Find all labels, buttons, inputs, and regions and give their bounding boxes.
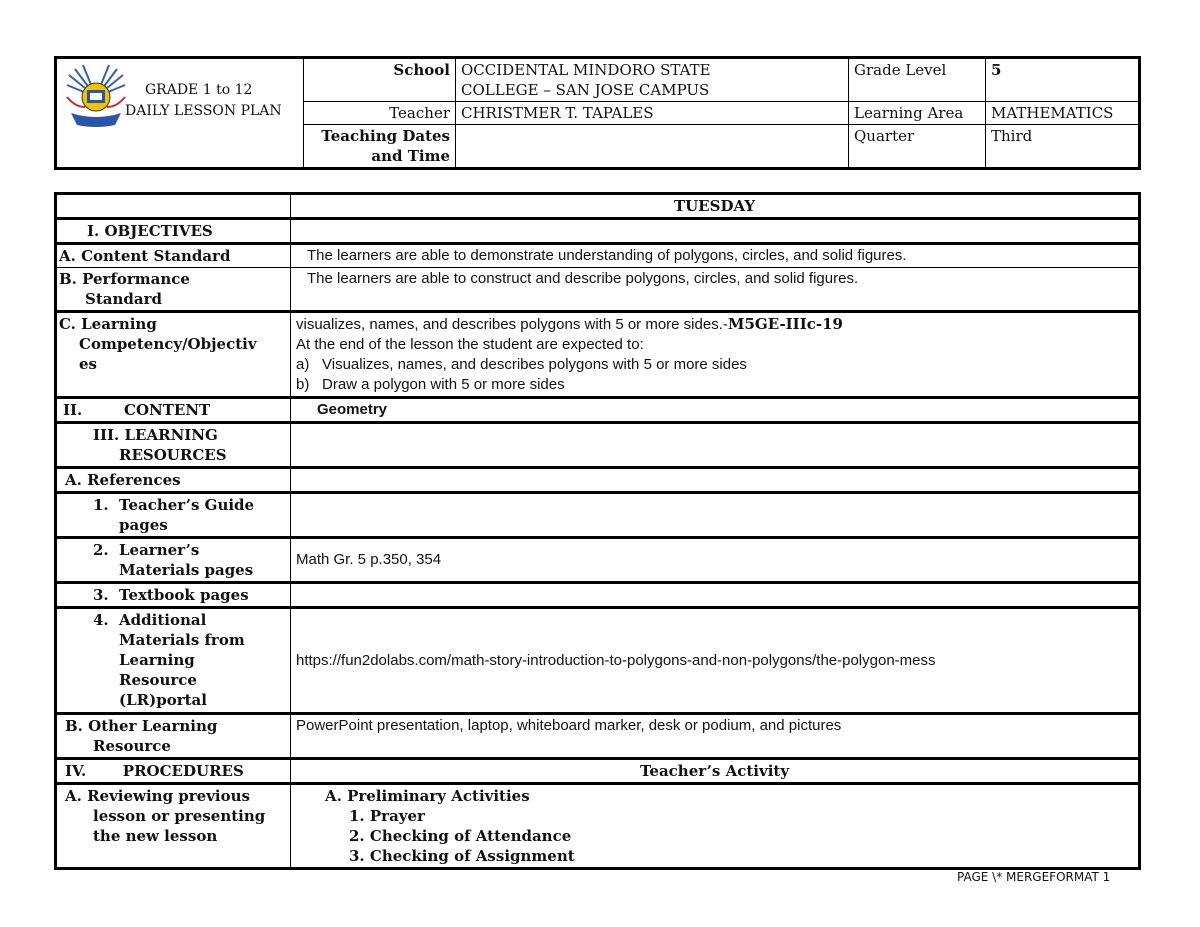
teaching-dates-value: [456, 125, 849, 169]
other-resources-value: PowerPoint presentation, laptop, whiteboard marker, desk or podium, and pictures: [291, 714, 1140, 759]
daily-lesson-plan-title: DAILY LESSON PLAN: [125, 103, 282, 119]
competency-text: visualizes, names, and describes polygons with 5 or more sides.-M5GE-IIIc-19: [296, 315, 843, 333]
content-value: Geometry: [291, 398, 1140, 423]
header-logo-cell: [56, 58, 304, 169]
day-header: TUESDAY: [291, 194, 1140, 219]
teacher-activity-header: Teacher’s Activity: [291, 759, 1140, 784]
grade-level-label: Grade Level: [849, 58, 986, 102]
quarter-label: Quarter: [849, 125, 986, 169]
content-row: [56, 398, 1140, 423]
school-label: School: [304, 58, 456, 102]
page-footer: PAGE \* MERGEFORMAT 1: [957, 870, 1111, 884]
teacher-label: Teacher: [304, 102, 456, 125]
day-row-blank: [56, 194, 291, 219]
learners-materials-label: 2. Learner’s Materials pages: [56, 538, 291, 583]
teacher-value: CHRISTMER T. TAPALES: [456, 102, 849, 125]
performance-standard-value: The learners are able to construct and describe polygons, circles, and solid figures.: [291, 268, 1140, 312]
grade-level-value: 5: [986, 58, 1140, 102]
learners-materials-value: Math Gr. 5 p.350, 354: [291, 538, 1140, 583]
other-resources-label: B. Other Learning Resource: [56, 714, 291, 759]
resources-row: [56, 423, 1140, 468]
objectives-row: [56, 219, 1140, 244]
grade-range-title: GRADE 1 to 12: [145, 82, 253, 98]
day-row: [56, 194, 1140, 219]
performance-standard-label: B. Performance Standard: [56, 268, 291, 312]
prelim-item-attendance: 2. Checking of Attendance: [349, 827, 572, 845]
review-value: [291, 784, 1140, 869]
references-label: A. References: [56, 468, 291, 493]
review-row: [56, 784, 1140, 869]
competency-item-a: a) Visualizes, names, and describes polygons with 5 or more sides: [296, 356, 747, 373]
content-standard-value: The learners are able to demonstrate understanding of polygons, circles, and solid figures.: [291, 244, 1140, 268]
other-resources-row: [56, 714, 1140, 759]
textbook-label: 3. Textbook pages: [56, 583, 291, 608]
learning-area-value: MATHEMATICS: [986, 102, 1140, 125]
resources-value: [291, 423, 1140, 468]
content-standard-label: A. Content Standard: [56, 244, 291, 268]
additional-materials-row: [56, 608, 1140, 714]
teachers-guide-value: [291, 493, 1140, 538]
deped-seal-logo: [65, 63, 127, 129]
procedures-label: IV. PROCEDURES: [56, 759, 291, 784]
quarter-value: Third: [986, 125, 1140, 169]
performance-standard-row: [56, 268, 1140, 312]
competency-value: [291, 312, 1140, 398]
teaching-dates-label: Teaching Dates and Time: [304, 125, 456, 169]
teachers-guide-label: 1. Teacher’s Guide pages: [56, 493, 291, 538]
competency-label: C. Learning Competency/Objectiv es: [56, 312, 291, 398]
learning-area-label: Learning Area: [849, 102, 986, 125]
competency-row: [56, 312, 1140, 398]
procedures-row: [56, 759, 1140, 784]
preliminary-activities-title: A. Preliminary Activities: [325, 787, 530, 805]
additional-materials-link[interactable]: https://fun2dolabs.com/math-story-introduction-to-polygons-and-non-polygons/the-polygon-mess: [291, 608, 1140, 714]
prelim-item-assignment: 3. Checking of Assignment: [349, 847, 575, 865]
textbook-value: [291, 583, 1140, 608]
learners-materials-row: [56, 538, 1140, 583]
objectives-value: [291, 219, 1140, 244]
references-row: [56, 468, 1140, 493]
objectives-label: I. OBJECTIVES: [56, 219, 291, 244]
content-label: II. CONTENT: [56, 398, 291, 423]
content-standard-row: [56, 244, 1140, 268]
references-value: [291, 468, 1140, 493]
review-label: A. Reviewing previous lesson or presenting the new lesson: [56, 784, 291, 869]
teachers-guide-row: [56, 493, 1140, 538]
competency-item-b: b) Draw a polygon with 5 or more sides: [296, 376, 565, 393]
lesson-plan-table: [54, 192, 1141, 870]
header-table: [54, 56, 1141, 170]
school-value: OCCIDENTAL MINDORO STATE COLLEGE – SAN JOSE CAMPUS: [456, 58, 849, 102]
additional-materials-label: 4. Additional Materials from Learning Resource (LR)portal: [56, 608, 291, 714]
resources-label: III. LEARNING RESOURCES: [56, 423, 291, 468]
competency-intro: At the end of the lesson the student are expected to:: [296, 336, 644, 353]
prelim-item-prayer: 1. Prayer: [349, 807, 425, 825]
textbook-row: [56, 583, 1140, 608]
